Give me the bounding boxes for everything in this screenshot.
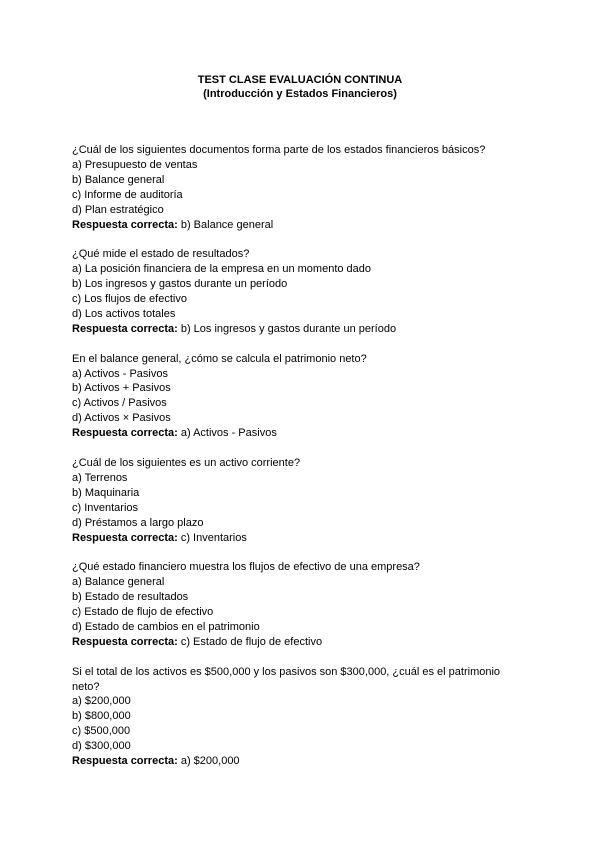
question-block (72, 352, 530, 441)
correct-answer (72, 322, 530, 337)
answer-option: a) $200,000 (72, 695, 131, 708)
correct-answer-value: a) $200,000 (177, 755, 240, 768)
correct-answer (72, 218, 530, 233)
questions-list (72, 143, 530, 784)
answer-option: a) Balance general (72, 576, 165, 589)
question-text: ¿Cuál de los siguientes es un activo corriente? (72, 456, 301, 469)
correct-answer-value: c) Inventarios (177, 531, 247, 544)
answer-option: a) Activos - Pasivos (72, 367, 168, 380)
answer-option: a) La posición financiera de la empresa en un momento dado (72, 263, 372, 276)
question-block (72, 247, 530, 336)
correct-answer (72, 426, 530, 441)
answer-option: b) Balance general (72, 173, 165, 186)
question-text: En el balance general, ¿cómo se calcula el patrimonio neto? (72, 352, 367, 365)
question-block (72, 143, 530, 232)
document-header (0, 73, 600, 101)
answer-option: d) Los activos totales (72, 307, 176, 320)
answer-option: b) Estado de resultados (72, 591, 189, 604)
answer-option: d) $300,000 (72, 740, 131, 753)
correct-answer-label: Respuesta correcta: (72, 531, 178, 544)
answer-option: b) Maquinaria (72, 486, 140, 499)
document-title: TEST CLASE EVALUACIÓN CONTINUA (197, 74, 403, 86)
question-block (72, 560, 530, 649)
correct-answer-label: Respuesta correcta: (72, 427, 178, 440)
answer-option: c) Activos / Pasivos (72, 397, 167, 410)
question-block (72, 456, 530, 545)
answer-option: a) Terrenos (72, 471, 128, 484)
correct-answer-value: a) Activos - Pasivos (177, 427, 277, 440)
answer-option: c) Inventarios (72, 501, 139, 514)
question-text: ¿Qué mide el estado de resultados? (72, 248, 250, 261)
document-subtitle: (Introducción y Estados Financieros) (203, 88, 397, 100)
correct-answer-value: b) Los ingresos y gastos durante un período (177, 322, 397, 335)
answer-option: c) Informe de auditoría (72, 188, 183, 201)
answer-option: b) Los ingresos y gastos durante un período (72, 278, 288, 291)
question-text: Si el total de los activos es $500,000 y los pasivos son $300,000, ¿cuál es el patrimonio neto? (72, 665, 501, 693)
answer-option: b) Activos + Pasivos (72, 382, 171, 395)
question-block (72, 665, 530, 769)
answer-option: d) Préstamos a largo plazo (72, 516, 204, 529)
answer-option: d) Estado de cambios en el patrimonio (72, 620, 260, 633)
correct-answer-label: Respuesta correcta: (72, 755, 178, 768)
correct-answer-label: Respuesta correcta: (72, 635, 178, 648)
correct-answer (72, 635, 530, 650)
correct-answer-value: c) Estado de flujo de efectivo (177, 635, 323, 648)
answer-option: c) Los flujos de efectivo (72, 293, 187, 306)
answer-option: b) $800,000 (72, 710, 131, 723)
answer-option: d) Activos × Pasivos (72, 412, 171, 425)
correct-answer-value: b) Balance general (177, 218, 274, 231)
answer-option: a) Presupuesto de ventas (72, 158, 198, 171)
correct-answer (72, 531, 530, 546)
answer-option: c) Estado de flujo de efectivo (72, 606, 214, 619)
answer-option: d) Plan estratégico (72, 203, 164, 216)
question-text: ¿Cuál de los siguientes documentos forma parte de los estados financieros básicos? (72, 144, 486, 156)
question-text: ¿Qué estado financiero muestra los flujos de efectivo de una empresa? (72, 561, 420, 574)
correct-answer (72, 754, 530, 769)
correct-answer-label: Respuesta correcta: (72, 218, 178, 231)
correct-answer-label: Respuesta correcta: (72, 322, 178, 335)
answer-option: c) $500,000 (72, 725, 131, 738)
